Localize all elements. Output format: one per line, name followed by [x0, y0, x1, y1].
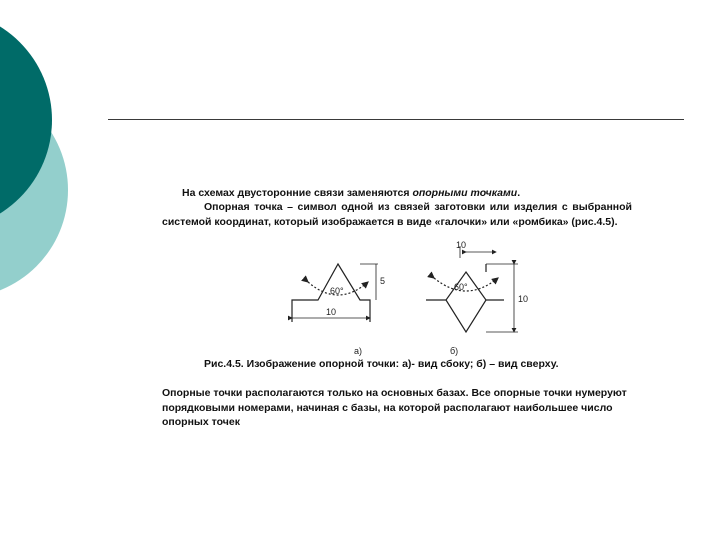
divider-line — [108, 119, 684, 120]
paragraph-intro: На схемах двусторонние связи заменяются опорными точками. — [182, 187, 521, 199]
paragraph-numbering: Опорные точки располагаются только на основных базах. Все опорные точки нумеруют порядковыми номерами, начиная с базы, на которой располагают наибольшее число опорных точек — [162, 387, 627, 428]
figure-caption: Рис.4.5. Изображение опорной точки: а)- вид сбоку; б) – вид сверху. — [204, 358, 559, 370]
view-a-width-label: 10 — [326, 307, 337, 317]
view-b-width-label: 10 — [456, 240, 467, 250]
view-a-label: а) — [354, 346, 363, 356]
view-a-height-label: 5 — [380, 276, 386, 286]
view-b-label: б) — [450, 346, 459, 356]
emphasis-term: опорными точками — [412, 187, 518, 199]
view-b-height-label: 10 — [518, 294, 529, 304]
view-b-angle-label: 60° — [454, 282, 468, 292]
support-point-figure — [280, 238, 530, 358]
decorative-circles — [0, 0, 80, 300]
view-a-angle-label: 60° — [330, 286, 344, 296]
paragraph-definition: Опорная точка – символ одной из связей заготовки или изделия с выбранной системой координат, который изображается в виде «галочки» или «ромбика» (рис.4.5). — [162, 201, 632, 228]
view-b — [426, 246, 518, 332]
view-b-diamond — [446, 272, 486, 332]
